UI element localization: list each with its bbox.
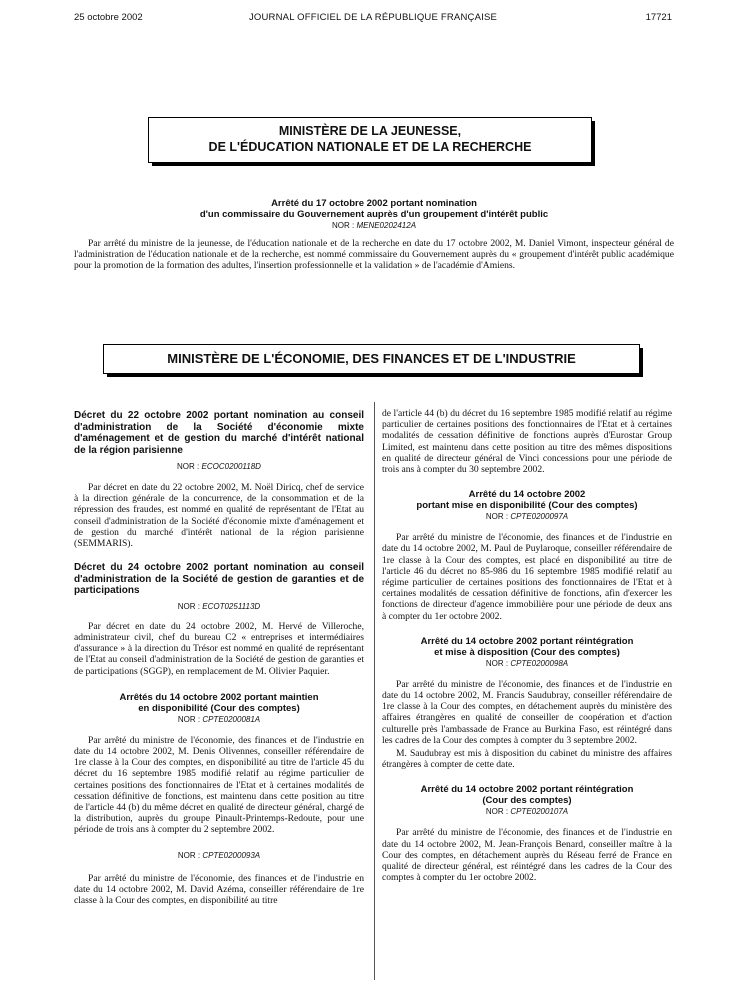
arrete-azema-body: Par arrêté du ministre de l'économie, des finances et de l'industrie en date du 14 octobre 2002, M. David Azéma, conseiller référendaire de 1re classe à la Cour des comptes, en disponibilité au titre bbox=[74, 872, 364, 906]
nor-line bbox=[382, 658, 672, 669]
arrete-vimont-body: Par arrêté du ministre de la jeunesse, de l'éducation nationale et de la recherche en date du 17 octobre 2002, M. Daniel Vimont, inspecteur général de l'administration de l'éducation nationale et de la recherche, est nommé commissaire du Gouvernement auprès du « groupement d'intérêt public académique pour la promotion de la formation des adultes, l'insertion professionnelle et la validation » de l'académie d'Amiens. bbox=[74, 238, 674, 272]
arretes-maintien bbox=[74, 692, 364, 906]
page-number: 17721 bbox=[645, 12, 672, 23]
arrete-saudubray-body2: M. Saudubray est mis à disposition du cabinet du ministre des affaires étrangères à compter de cette date. bbox=[382, 748, 672, 771]
decret-villeroche-title: Décret du 24 octobre 2002 portant nomination au conseil d'administration de la Société de gestion de garanties et de participations bbox=[74, 562, 364, 597]
arrete-vimont-title1: Arrêté du 17 octobre 2002 portant nomination bbox=[271, 198, 477, 209]
continued-body: de l'article 44 (b) du décret du 16 septembre 1985 modifié relatif au régime particulier de certaines positions des fonctionnaires de l'Etat et à certaines modalités de cessation définitive de fonctions auprès d'Eurostar Group Limited, est maintenu dans cette position au titre des mêmes dispositions en qualité de directeur général de Vinci concessions pour une période de trois ans à compter du 30 septembre 2002. bbox=[382, 408, 672, 476]
arrete-olivennes-body: Par arrêté du ministre de l'économie, des finances et de l'industrie en date du 14 octobre 2002, M. Denis Olivennes, conseiller référendaire de 1re classe à la Cour des comptes, en disponibilité au titre de l'article 45 du décret du 16 septembre 1985 modifié relatif au régime particulier de certaines positions des fonctionnaires de l'Etat et à certaines modalités de cessation définitive de fonctions, est maintenu dans cette position au titre de l'article 44 (b) du même décret en qualité de directeur général, chargé de la distribution, auprès du groupe Pinault-Printemps-Redoute, pour une période de trois ans à compter du 2 septembre 2002. bbox=[74, 734, 364, 836]
nor-label: NOR : bbox=[485, 658, 509, 668]
nor-label: NOR : bbox=[485, 807, 509, 817]
arrete-saudubray bbox=[382, 636, 672, 771]
nor-line bbox=[382, 511, 672, 522]
arrete-benard-body: Par arrêté du ministre de l'économie, des finances et de l'industrie en date du 14 octobre 2002, M. Jean-François Benard, conseiller maître à la Cour des comptes, en détachement auprès du Réseau ferré de France en qualité de directeur général, est réintégré dans les cadres de la Cour des comptes à compter du 1er octobre 2002. bbox=[382, 827, 672, 884]
right-column bbox=[382, 408, 672, 883]
nor-code: CPTE0200097A bbox=[510, 512, 569, 522]
nor-label: NOR : bbox=[331, 221, 355, 230]
page-header bbox=[74, 12, 672, 26]
nor-code: ECOC0200118D bbox=[201, 462, 261, 471]
arrete-puylaroque bbox=[382, 489, 672, 622]
arrete-puylaroque-title2: portant mise en disponibilité (Cour des comptes) bbox=[416, 500, 638, 512]
nor-label: NOR : bbox=[177, 714, 201, 724]
arrete-saudubray-title1: Arrêté du 14 octobre 2002 portant réintégration bbox=[420, 635, 634, 647]
decret-diricq bbox=[74, 410, 364, 549]
arrete-vimont-title2: d'un commissaire du Gouvernement auprès d'un groupement d'intérêt public bbox=[199, 209, 549, 220]
ministry-education-heading bbox=[148, 117, 592, 163]
nor-line bbox=[74, 714, 364, 725]
arretes-maintien-title1: Arrêtés du 14 octobre 2002 portant maintien bbox=[119, 691, 319, 703]
left-column bbox=[74, 410, 364, 906]
nor-label: NOR : bbox=[177, 462, 200, 471]
nor-code: CPTE0200081A bbox=[202, 714, 261, 724]
nor-line bbox=[74, 461, 364, 472]
ministry-education-line1: MINISTÈRE DE LA JEUNESSE, bbox=[278, 124, 462, 138]
arrete-puylaroque-body: Par arrêté du ministre de l'économie, des finances et de l'industrie en date du 14 octobre 2002, M. Paul de Puylaroque, conseiller référendaire de 1re classe à la Cour des comptes, est placé en disponibilité au titre de l'article 46 du décret no 85-986 du 16 septembre 1985 modifié relatif au régime particulier de certaines positions des fonctionnaires de l'Etat et à certaines modalités de cessation définitive de fonctions, afin d'exercer les fonctions de directeur d'agence immobilière pour une période de deux ans à compter du 1er octobre 2002. bbox=[382, 532, 672, 622]
nor-label: NOR : bbox=[177, 601, 201, 611]
arretes-maintien-title2: en disponibilité (Cour des comptes) bbox=[138, 702, 300, 714]
arrete-vimont bbox=[74, 198, 674, 272]
arrete-saudubray-title2: et mise à disposition (Cour des comptes) bbox=[434, 646, 620, 658]
nor-line bbox=[74, 601, 364, 612]
nor-code: MENE0202412A bbox=[356, 221, 417, 230]
nor-line bbox=[74, 850, 364, 861]
arrete-benard-title1: Arrêté du 14 octobre 2002 portant réintégration bbox=[420, 784, 634, 796]
nor-code: ECOT0251113D bbox=[202, 601, 261, 611]
arrete-benard-title2: (Cour des comptes) bbox=[482, 795, 572, 807]
nor-line bbox=[382, 806, 672, 817]
nor-label: NOR : bbox=[177, 850, 201, 860]
ministry-economy-heading bbox=[103, 344, 640, 374]
header-date: 25 octobre 2002 bbox=[74, 12, 143, 23]
decret-villeroche-body: Par décret en date du 24 octobre 2002, M. Hervé de Villeroche, administrateur civil, chef du bureau C2 « entreprises et intermédiaires d'assurance » à la direction du Trésor est nommé en qualité de représentant de l'Etat au conseil d'administration de la Société de gestion de garanties et de participations (SGGP), en remplacement de M. Olivier Paquier. bbox=[74, 620, 364, 677]
nor-code: CPTE0200107A bbox=[510, 807, 569, 817]
nor-code: CPTE0200093A bbox=[202, 850, 261, 860]
nor-code: CPTE0200098A bbox=[510, 658, 569, 668]
decret-diricq-title: Décret du 22 octobre 2002 portant nomination au conseil d'administration de la Société d'économie mixte d'aménagement et de gestion du marché d'intérêt national de la région parisienne bbox=[74, 410, 364, 456]
column-divider bbox=[374, 402, 375, 980]
decret-diricq-body: Par décret en date du 22 octobre 2002, M. Noël Diricq, chef de service à la direction générale de la concurrence, de la consommation et de la répression des fraudes, est nommé en qualité de représentant de l'Etat au conseil d'administration de la Société d'économie mixte d'aménagement et de gestion du marché d'intérêt national de la région parisienne (SEMMARIS). bbox=[74, 482, 364, 550]
arrete-benard bbox=[382, 784, 672, 883]
ministry-economy-title: MINISTÈRE DE L'ÉCONOMIE, DES FINANCES ET DE L'INDUSTRIE bbox=[167, 351, 576, 366]
journal-title: JOURNAL OFFICIEL DE LA RÉPUBLIQUE FRANÇAISE bbox=[248, 12, 498, 23]
arrete-puylaroque-title1: Arrêté du 14 octobre 2002 bbox=[468, 489, 586, 501]
nor-line bbox=[74, 220, 674, 231]
arrete-saudubray-body: Par arrêté du ministre de l'économie, des finances et de l'industrie en date du 14 octobre 2002, M. Francis Saudubray, conseiller référendaire de 1re classe à la Cour des comptes, en détachement auprès du ministère des affaires étrangères en qualité de conseiller de coopération et d'action culturelle près l'ambassade de France au Burkina Faso, est réintégré dans les cadres de la Cour des comptes à compter du 3 septembre 2002. bbox=[382, 678, 672, 746]
nor-label: NOR : bbox=[485, 512, 509, 522]
decret-villeroche bbox=[74, 562, 364, 677]
ministry-education-line2: DE L'ÉDUCATION NATIONALE ET DE LA RECHERCHE bbox=[208, 140, 532, 154]
